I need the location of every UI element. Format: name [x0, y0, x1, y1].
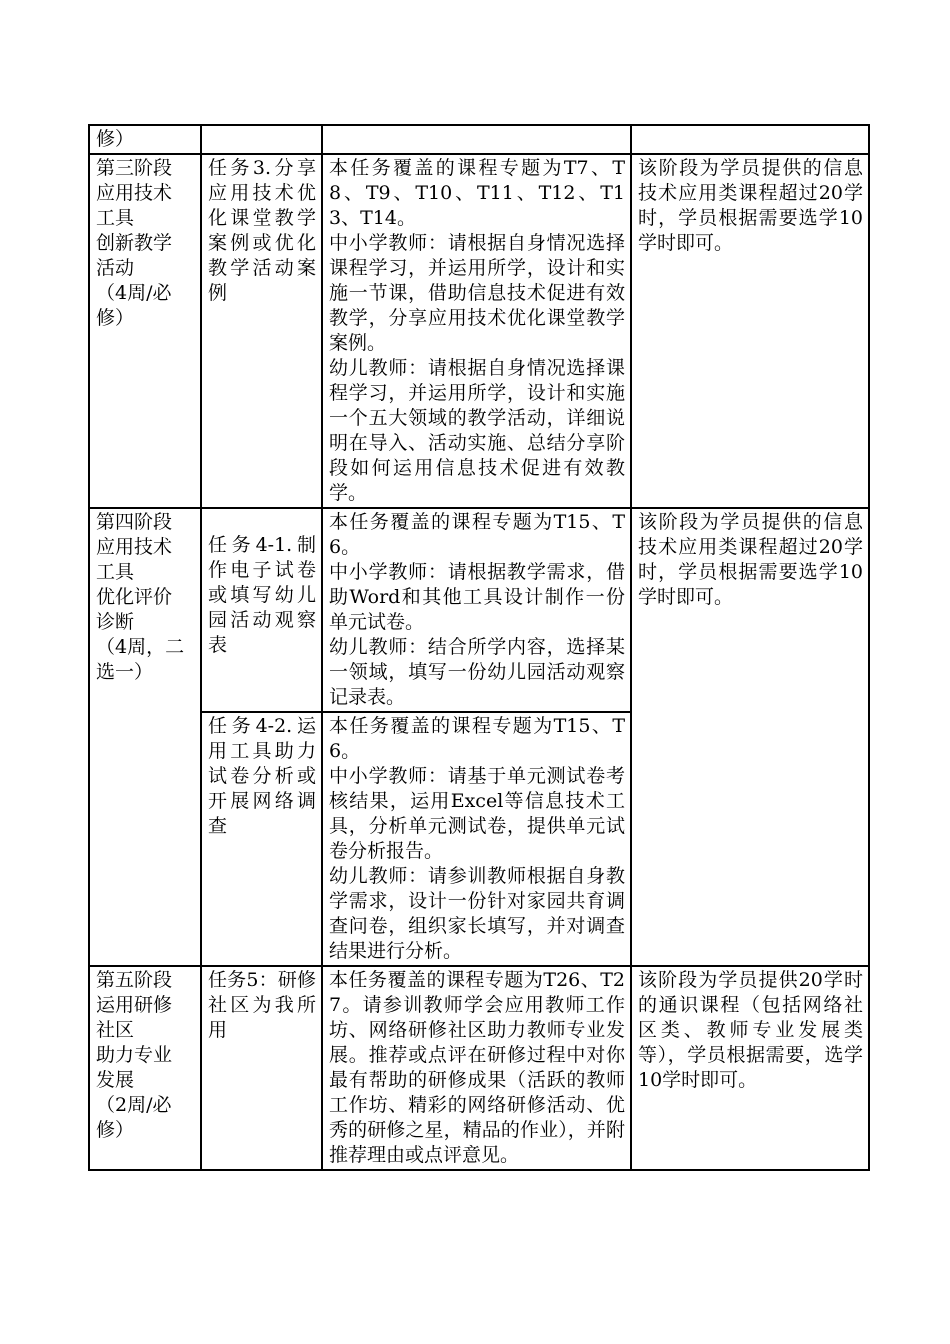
- stage-line: （2周/必: [96, 1094, 172, 1116]
- table-row-stage5: [89, 966, 869, 1170]
- stage-cell-stage3: [89, 154, 201, 508]
- stage-line: 修）: [96, 1119, 135, 1141]
- stage-line: 第五阶段: [96, 969, 173, 991]
- stage-line: 优化评价: [96, 586, 173, 608]
- content-paragraph: 幼儿教师：结合所学内容，选择某一领域，填写一份幼儿园活动观察记录表。: [329, 636, 625, 708]
- task-cell-stage4-2: 任务4-2.运用工具助力试卷分析或开展网络调查: [201, 712, 322, 966]
- task-cell-stage5: 任务5：研修社区为我所用: [201, 966, 322, 1170]
- table-row-continuation: [89, 125, 869, 154]
- course-table: [88, 124, 870, 1171]
- stage-line: （4周/必: [96, 282, 172, 304]
- stage-line: 社区: [96, 1019, 135, 1041]
- table-row-stage3: [89, 154, 869, 508]
- content-paragraph: 本任务覆盖的课程专题为T15、T6。: [329, 715, 625, 762]
- stage-line: 应用技术: [96, 182, 173, 204]
- stage-line: （4周，二: [96, 636, 185, 658]
- stage-line: 第四阶段: [96, 511, 173, 533]
- stage-line: 创新教学: [96, 232, 173, 254]
- task-cell-stage3: 任务3.分享应用技术优化课堂教学案例或优化教学活动案例: [201, 154, 322, 508]
- note-cell-stage3: 该阶段为学员提供的信息技术应用类课程超过20学时，学员根据需要选学10学时即可。: [631, 154, 869, 508]
- content-paragraph: 本任务覆盖的课程专题为T26、T27。请参训教师学会应用教师工作坊、网络研修社区助力教师专业发展。推荐或点评在研修过程中对你最有帮助的研修成果（活跃的教师工作坊、精彩的网络研修活动、优秀的研修之星，精品的作业），并附推荐理由或点评意见。: [329, 969, 625, 1166]
- stage-line: 第三阶段: [96, 157, 173, 179]
- stage-cell-stage5: [89, 966, 201, 1170]
- stage-line: 诊断: [96, 611, 135, 633]
- content-paragraph: 幼儿教师：请根据自身情况选择课程学习，并运用所学，设计和实施一个五大领域的教学活动，详细说明在导入、活动实施、总结分享阶段如何运用信息技术促进有效教学。: [329, 357, 625, 504]
- content-paragraph: 本任务覆盖的课程专题为T7、T8、T9、T10、T11、T12、T13、T14。: [329, 157, 625, 229]
- content-cell-continuation: [322, 125, 631, 154]
- stage-cell-continuation: 修）: [89, 125, 201, 154]
- note-cell-stage4: 该阶段为学员提供的信息技术应用类课程超过20学时，学员根据需要选学10学时即可。: [631, 508, 869, 966]
- content-paragraph: 本任务覆盖的课程专题为T15、T6。: [329, 511, 625, 558]
- content-paragraph: 中小学教师：请根据教学需求，借助Word和其他工具设计制作一份单元试卷。: [329, 561, 625, 633]
- content-paragraph: 中小学教师：请基于单元测试卷考核结果，运用Excel等信息技术工具，分析单元测试卷，提供单元试卷分析报告。: [329, 765, 625, 862]
- stage-line: 活动: [96, 257, 135, 279]
- stage-line: 运用研修: [96, 994, 173, 1016]
- content-cell-stage4-1: [322, 508, 631, 712]
- content-cell-stage3: [322, 154, 631, 508]
- stage-line: 助力专业: [96, 1044, 173, 1066]
- table-row-stage4-task1: [89, 508, 869, 712]
- stage-line: 应用技术: [96, 536, 173, 558]
- note-cell-stage5: 该阶段为学员提供20学时的通识课程（包括网络社区类、教师专业发展类等），学员根据需要，选学10学时即可。: [631, 966, 869, 1170]
- content-cell-stage4-2: [322, 712, 631, 966]
- stage-line: 修）: [96, 307, 135, 329]
- stage-line: 工具: [96, 207, 135, 229]
- task-cell-continuation: [201, 125, 322, 154]
- task-cell-stage4-1: 任务4-1.制作电子试卷或填写幼儿园活动观察表: [201, 508, 322, 712]
- stage-line: 选一）: [96, 661, 154, 683]
- stage-cell-stage4: [89, 508, 201, 966]
- stage-line: 工具: [96, 561, 135, 583]
- content-paragraph: 中小学教师：请根据自身情况选择课程学习，并运用所学，设计和实施一节课，借助信息技术促进有效教学，分享应用技术优化课堂教学案例。: [329, 232, 625, 354]
- note-cell-continuation: [631, 125, 869, 154]
- content-paragraph: 幼儿教师：请参训教师根据自身教学需求，设计一份针对家园共育调查问卷，组织家长填写，并对调查结果进行分析。: [329, 865, 625, 962]
- stage-line: 发展: [96, 1069, 135, 1091]
- content-cell-stage5: [322, 966, 631, 1170]
